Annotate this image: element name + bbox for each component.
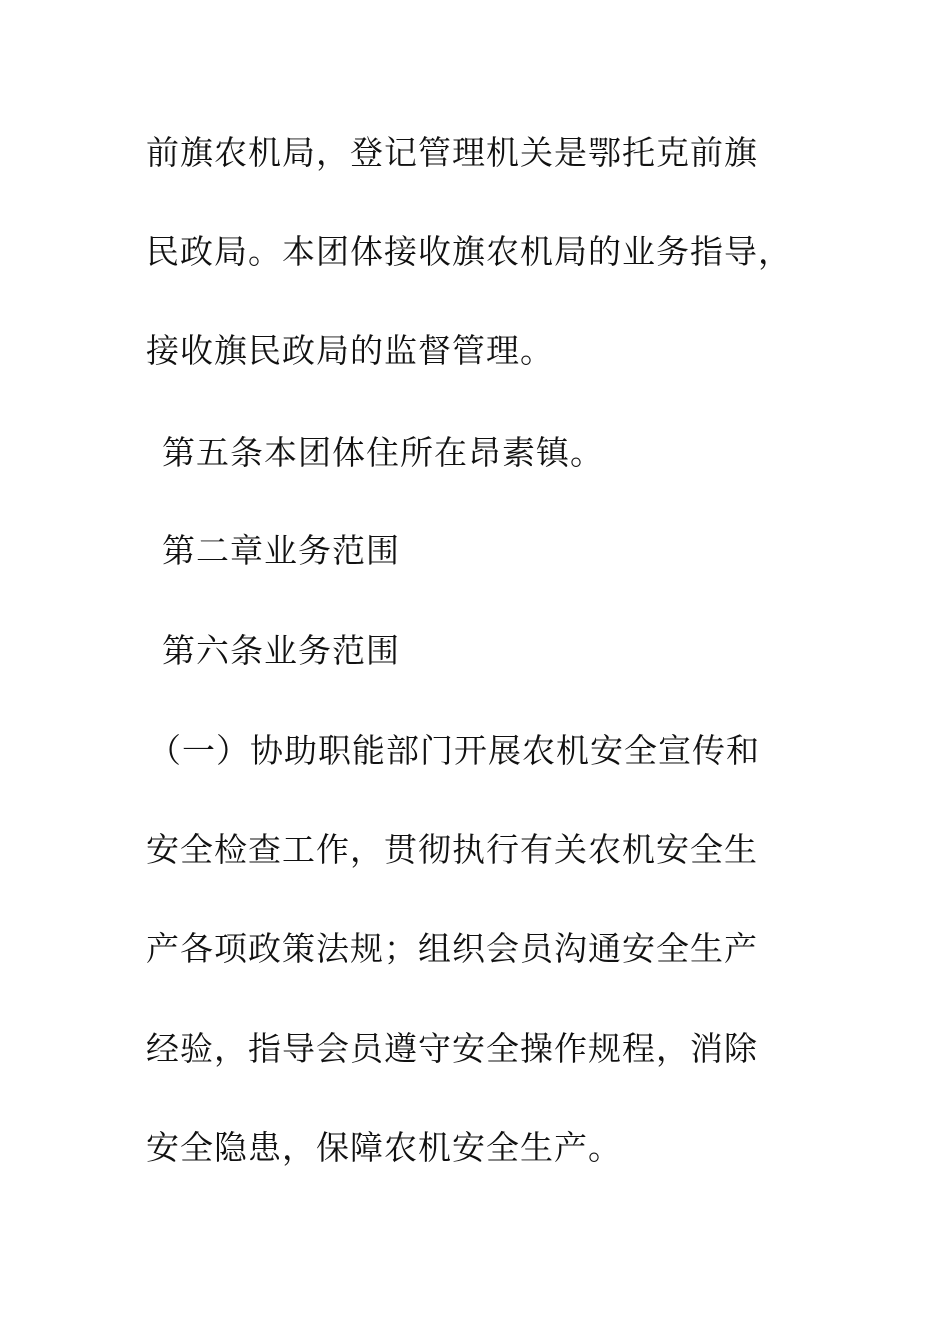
text-line: 安全检查工作，贯彻执行有关农机安全生	[146, 830, 758, 869]
text-line: 经验，指导会员遵守安全操作规程，消除	[146, 1029, 758, 1068]
article-heading: 第五条本团体住所在昂素镇。	[162, 433, 604, 472]
text-line: 民政局。本团体接收旗农机局的业务指导，	[146, 232, 792, 271]
article-heading: 第六条业务范围	[162, 631, 400, 670]
text-line: 产各项政策法规；组织会员沟通安全生产	[146, 929, 758, 968]
chapter-heading: 第二章业务范围	[162, 531, 400, 570]
text-line: （一）协助职能部门开展农机安全宣传和	[148, 731, 760, 770]
text-line: 接收旗民政局的监督管理。	[146, 331, 554, 370]
text-line: 安全隐患，保障农机安全生产。	[146, 1128, 622, 1167]
text-line: 前旗农机局，登记管理机关是鄂托克前旗	[146, 133, 758, 172]
